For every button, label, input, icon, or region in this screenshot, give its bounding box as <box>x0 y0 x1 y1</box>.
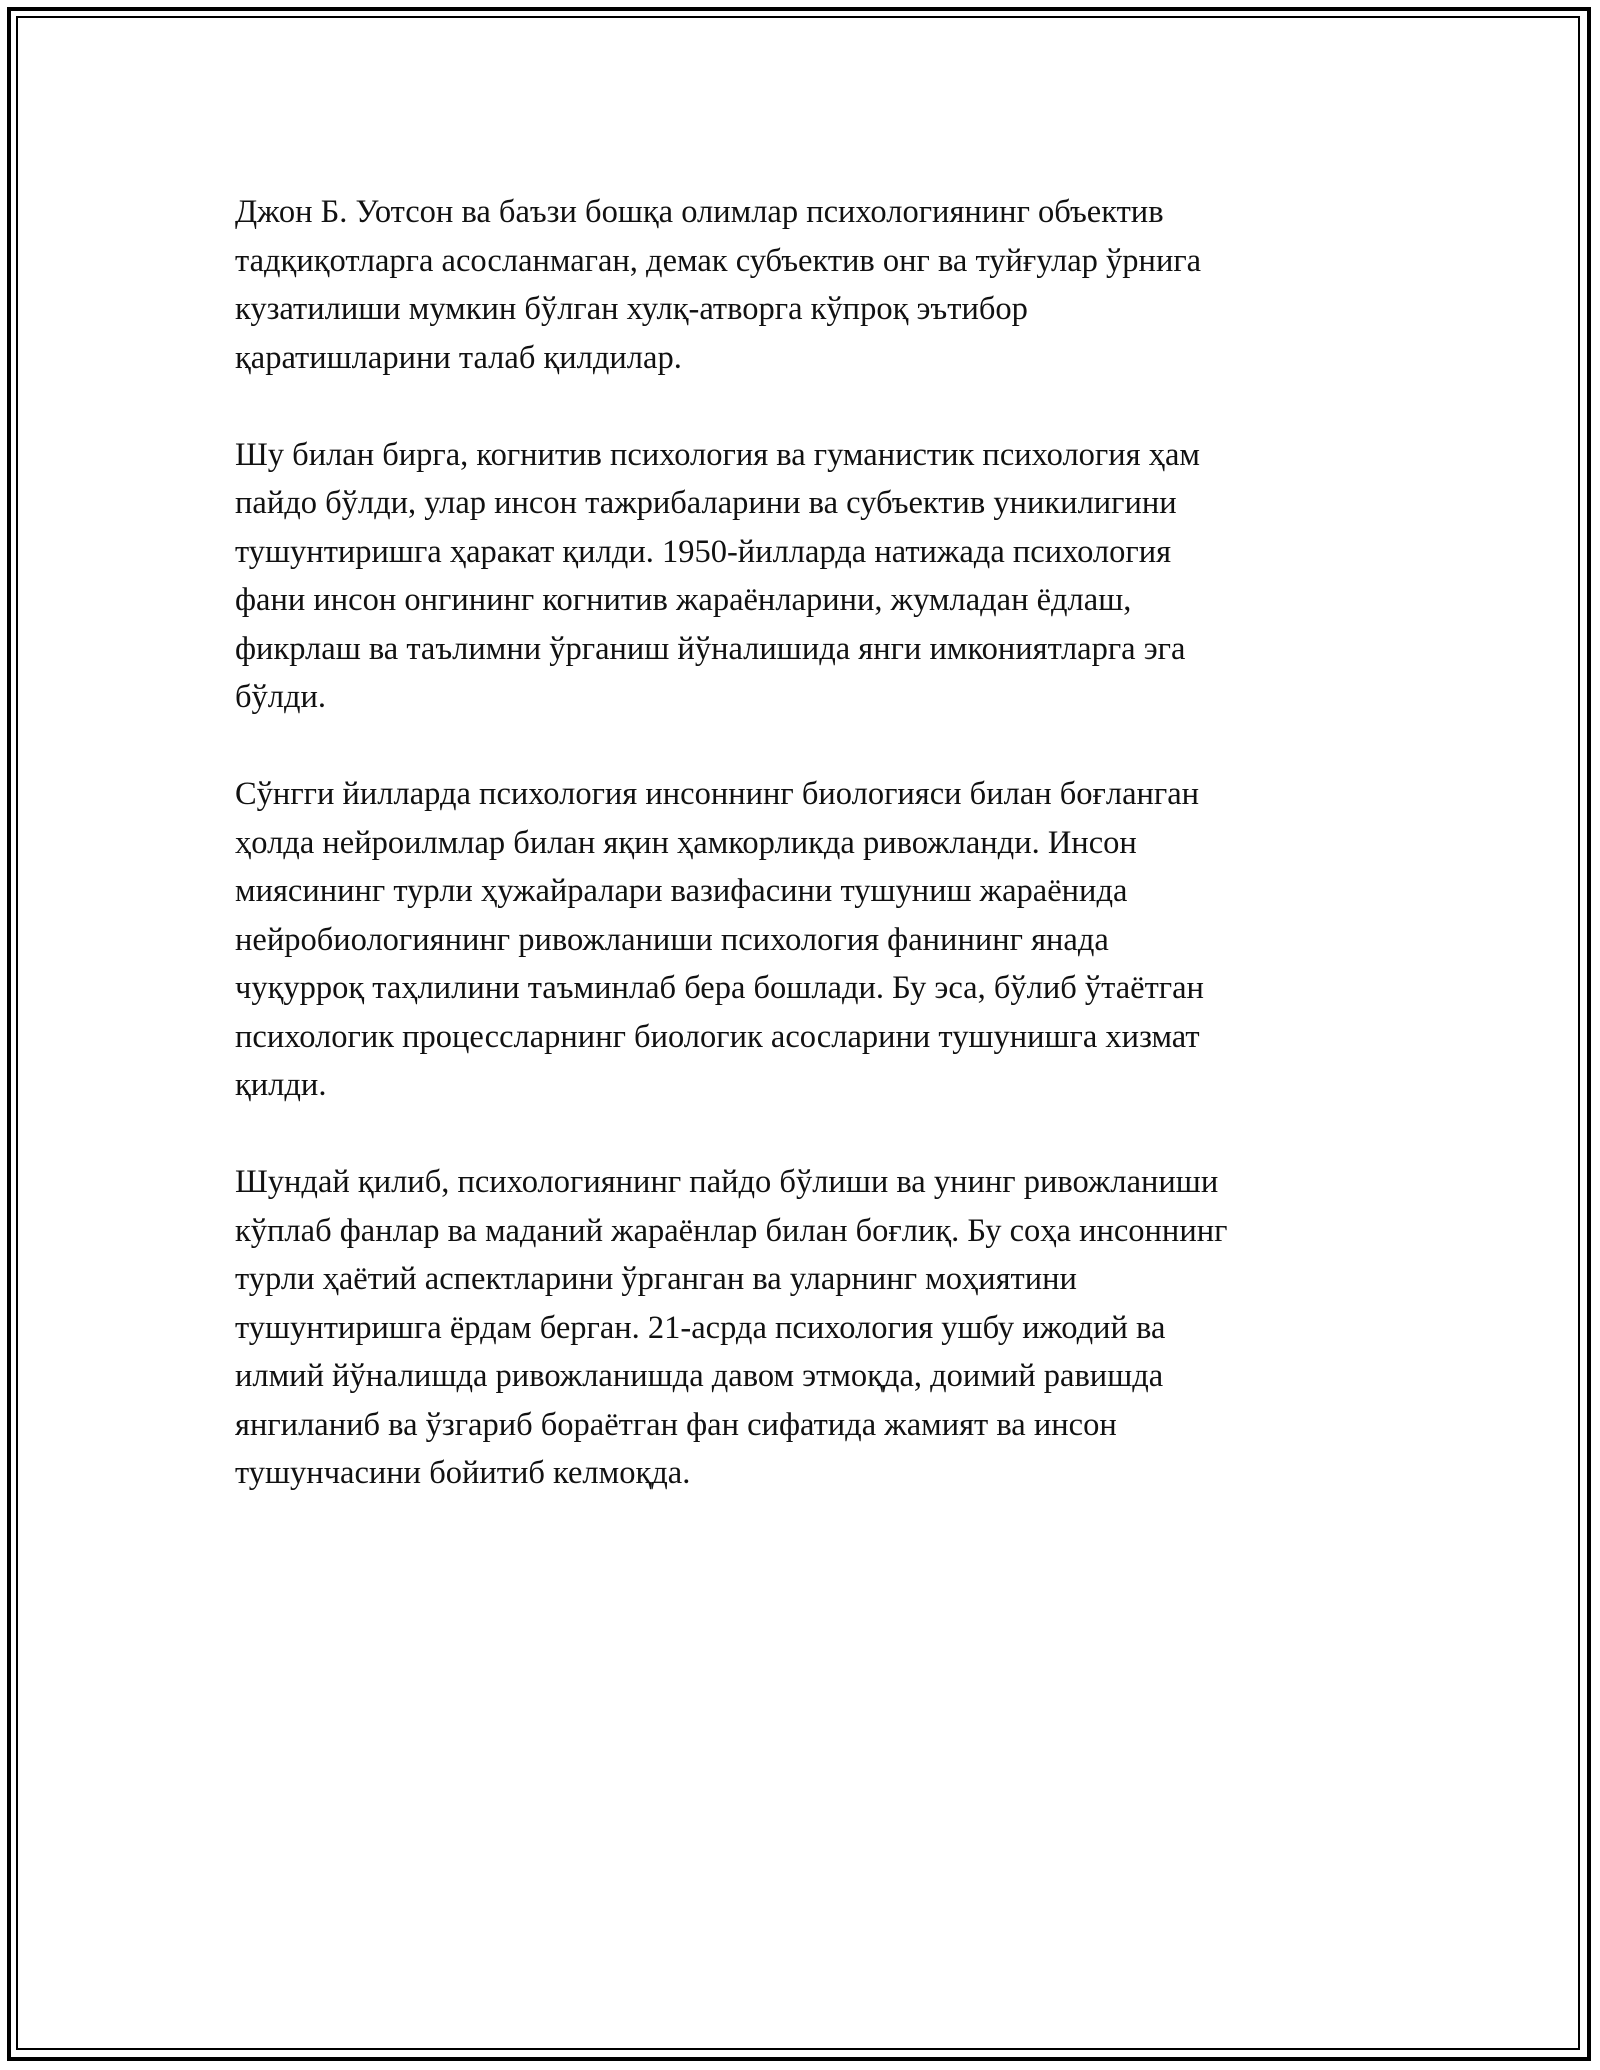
text-line: кузатилиши мумкин бўлган хулқ-атворга кўпроқ эътибор <box>235 291 1028 327</box>
text-line: Джон Б. Уотсон ва баъзи бошқа олимлар психологиянинг объектив <box>235 194 1164 230</box>
text-line: фани инсон онгининг когнитив жараёнларини, жумладан ёдлаш, <box>235 582 1132 618</box>
paragraph-1 <box>235 188 1375 382</box>
text-line: психологик процессларнинг биологик асосларини тушунишга хизмат <box>235 1018 1200 1055</box>
text-line: чуқурроқ таҳлилини таъминлаб бера бошлади. Бу эса, бўлиб ўтаётган <box>235 970 1204 1006</box>
text-line: фикрлаш ва таълимни ўрганиш йўналишида янги имкониятларга эга <box>235 630 1186 667</box>
paragraph-3 <box>235 770 1375 1110</box>
text-line: тадқиқотларга асосланмаган, демак субъектив онг ва туйғулар ўрнига <box>235 242 1202 279</box>
text-line: пайдо бўлди, улар инсон тажрибаларини ва субъектив уникилигини <box>235 485 1177 521</box>
document-body <box>235 188 1375 1546</box>
text-line: Сўнгги йилларда психология инсоннинг биологияси билан боғланган <box>235 776 1200 812</box>
text-line: нейробиологиянинг ривожланиши психология фанининг янада <box>235 921 1109 958</box>
text-line: кўплаб фанлар ва маданий жараёнлар билан боғлиқ. Бу соҳа инсоннинг <box>235 1212 1228 1249</box>
text-line: қаратишларини талаб қилдилар. <box>235 339 682 376</box>
text-line: бўлди. <box>235 679 327 715</box>
text-line: тушунтиришга ҳаракат қилди. 1950-йилларда натижада психология <box>235 533 1172 570</box>
text-line: қилди. <box>235 1067 327 1103</box>
text-line: тушунтиришга ёрдам берган. 21-асрда психология ушбу ижодий ва <box>235 1309 1166 1346</box>
text-line: илмий йўналишда ривожланишда давом этмоқда, доимий равишда <box>235 1358 1164 1394</box>
text-line: Шу билан бирга, когнитив психология ва гуманистик психология ҳам <box>235 436 1200 473</box>
text-line: Шундай қилиб, психологиянинг пайдо бўлиши ва унинг ривожланиши <box>235 1164 1219 1200</box>
paragraph-4 <box>235 1158 1375 1498</box>
text-line: ҳолда нейроилмлар билан яқин ҳамкорликда ривожланди. Инсон <box>235 824 1137 861</box>
paragraph-2 <box>235 431 1375 722</box>
text-line: миясининг турли ҳужайралари вазифасини тушуниш жараёнида <box>235 873 1128 909</box>
text-line: турли ҳаётий аспектларини ўрганган ва уларнинг моҳиятини <box>235 1261 1077 1297</box>
text-line: тушунчасини бойитиб келмоқда. <box>235 1455 691 1491</box>
text-line: янгиланиб ва ўзгариб бораётган фан сифатида жамият ва инсон <box>235 1406 1117 1443</box>
